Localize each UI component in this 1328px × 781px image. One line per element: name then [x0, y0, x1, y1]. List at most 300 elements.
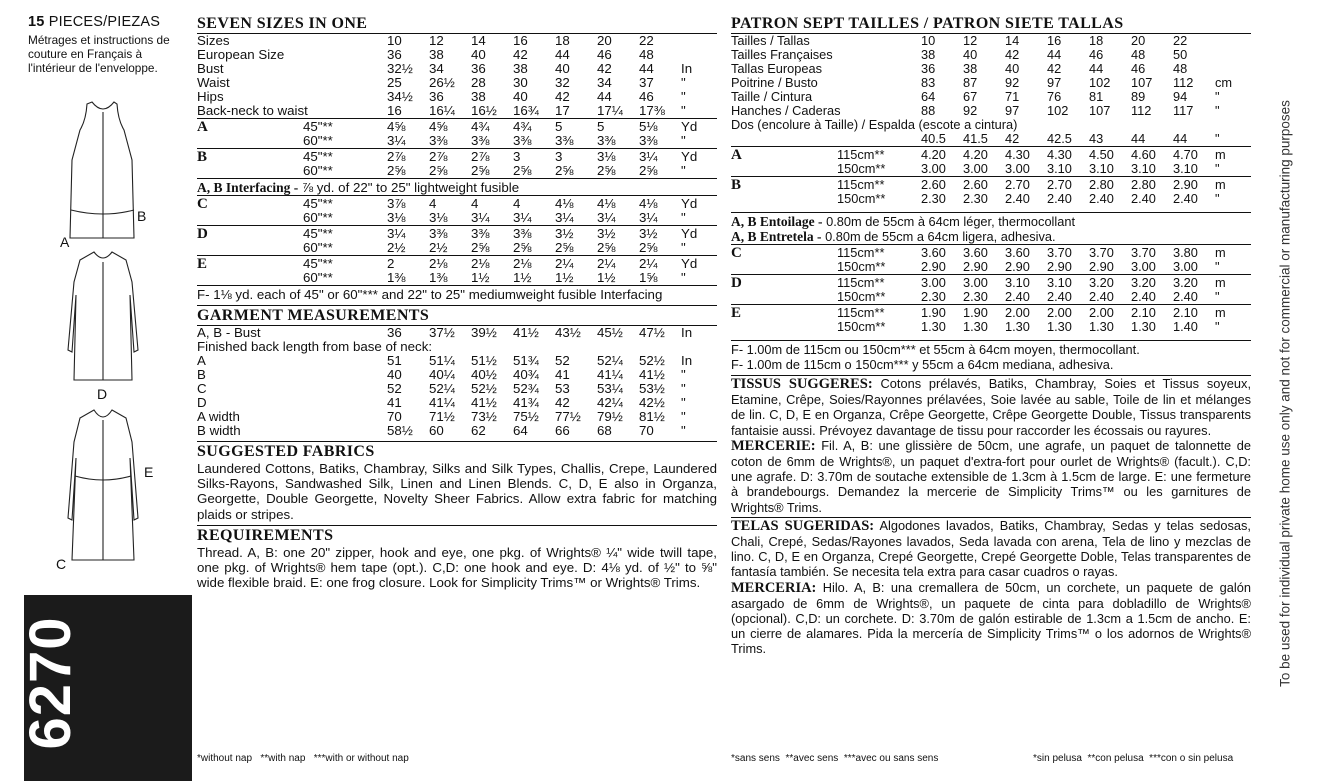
yardage-cell: 3⅜ — [513, 134, 532, 148]
view-letter — [731, 192, 837, 206]
yardage-group-a — [731, 146, 1251, 176]
yardage-cell: 2.40 — [1005, 290, 1030, 304]
yardage-cell: 3⅜ — [429, 227, 448, 241]
fabric-width: 60"** — [303, 211, 333, 225]
yardage-cell: 3⅞ — [387, 197, 406, 211]
table-row — [197, 76, 717, 90]
sizes-label: Sizes — [197, 34, 230, 48]
size-cell: 14 — [471, 34, 486, 48]
measure-label: Hanches / Caderas — [731, 104, 841, 118]
garment-cell: 41 — [387, 396, 402, 410]
garment-cell: 40½ — [471, 368, 497, 382]
measure-cell: 46 — [1131, 62, 1146, 76]
yardage-cell: 2⅝ — [471, 241, 490, 255]
yardage-cell: 3.20 — [1173, 276, 1198, 290]
yardage-cell: 4.20 — [963, 148, 988, 162]
unit-cell: " — [1215, 132, 1220, 146]
measure-cell: 42 — [597, 62, 612, 76]
yardage-group-d — [731, 274, 1251, 304]
garment-cell: 51 — [387, 354, 402, 368]
en-garment-measurements-table — [197, 326, 717, 438]
fabric-width: 150cm** — [837, 290, 886, 304]
garment-cell: 45½ — [597, 326, 623, 340]
dos-spacer — [731, 132, 921, 146]
fr-f-line-fr: F- 1.00m de 115cm ou 150cm*** et 55cm à 64cm moyen, thermocollant. — [731, 340, 1251, 357]
measure-cell: 26½ — [429, 76, 455, 90]
table-row — [731, 34, 1251, 48]
en-garment-title: GARMENT MEASUREMENTS — [197, 305, 717, 326]
measure-cell: 112 — [1173, 76, 1194, 90]
yardage-cell: 2.90 — [1047, 260, 1072, 274]
yardage-row — [197, 150, 717, 164]
yardage-cell: 1½ — [471, 271, 490, 285]
unit-cell: " — [681, 241, 686, 255]
size-cell: 12 — [963, 34, 978, 48]
fr-entoilage-line: A, B Entoilage - 0.80m de 55cm à 64cm léger, thermocollant — [731, 212, 1251, 229]
english-section — [197, 14, 717, 590]
measure-cell: 48 — [1131, 48, 1146, 62]
yardage-row — [731, 306, 1251, 320]
garment-label: D — [197, 396, 207, 410]
garment-cell: 40¾ — [513, 368, 539, 382]
yardage-cell: 4⅝ — [387, 120, 406, 134]
view-letter — [731, 320, 837, 334]
yardage-cell: 4.30 — [1047, 148, 1072, 162]
view-label-a: A — [60, 234, 70, 250]
yardage-cell: 2.90 — [1173, 178, 1198, 192]
fabric-width: 45"** — [303, 120, 333, 134]
measure-cell: 16¼ — [429, 104, 455, 118]
garment-cell: 41½ — [639, 368, 665, 382]
view-letter — [197, 211, 303, 225]
size-cell: 10 — [921, 34, 936, 48]
table-row — [197, 104, 717, 118]
garment-cell: 75½ — [513, 410, 539, 424]
measure-cell: 97 — [1005, 104, 1020, 118]
unit-cell: " — [681, 90, 686, 104]
yardage-cell: 3.10 — [1005, 276, 1030, 290]
measure-cell: 34 — [429, 62, 444, 76]
measure-cell: 87 — [963, 76, 978, 90]
finished-length-label: Finished back length from base of neck: — [197, 340, 433, 354]
yardage-cell: 2.40 — [1047, 192, 1072, 206]
garment-cell: 52½ — [471, 382, 497, 396]
table-row — [197, 424, 717, 438]
en-yardage-cde — [197, 195, 717, 285]
yardage-cell: 2⅛ — [471, 257, 490, 271]
measure-cell: 107 — [1131, 76, 1153, 90]
measure-label: Taille / Cintura — [731, 90, 813, 104]
yardage-cell: 3⅛ — [597, 150, 616, 164]
unit-cell — [681, 34, 717, 48]
measure-cell: 42 — [513, 48, 528, 62]
yardage-cell: 4.60 — [1131, 148, 1156, 162]
en-footnote: *without nap **with nap ***with or without nap — [197, 753, 409, 764]
yardage-cell: 3 — [513, 150, 521, 164]
unit-cell: " — [681, 424, 686, 438]
yardage-cell: 3.10 — [1047, 276, 1072, 290]
unit-cell: " — [681, 76, 686, 90]
yardage-cell: 2.90 — [921, 260, 946, 274]
yardage-cell: 1.30 — [1089, 320, 1114, 334]
garment-cell: 52 — [387, 382, 402, 396]
measure-cell: 46 — [639, 90, 654, 104]
fabric-width: 150cm** — [837, 320, 886, 334]
yardage-cell: 1.30 — [1005, 320, 1030, 334]
fr-body-measurements-table — [731, 34, 1251, 118]
yardage-row — [731, 162, 1251, 176]
yardage-group-d — [197, 225, 717, 255]
measure-cell: 48 — [639, 48, 654, 62]
yardage-cell: 2.40 — [1131, 192, 1156, 206]
en-requirements-text: Thread. A, B: one 20" zipper, hook and eye, one pkg. of Wrights® ¼" wide twill tape, one pkg. of Wrights® hem tape (opt.). C,D: one hook and eye. D: 4⅛ yd. of ½" to ⅝" wide flexible braid. E: one frog closure. Look for Simplicity Trims™ or Wrights® Trims. — [197, 544, 717, 591]
measure-cell: 44 — [597, 90, 612, 104]
yardage-cell: 3.10 — [1089, 162, 1114, 176]
garment-cell: 51¾ — [513, 354, 539, 368]
fr-footnote: *sans sens **avec sens ***avec ou sans sens — [731, 753, 939, 764]
view-letter — [197, 164, 303, 178]
yardage-row — [731, 276, 1251, 290]
yardage-cell: 3¼ — [597, 211, 616, 225]
french-spanish-section — [731, 14, 1251, 657]
view-label-c: C — [56, 556, 67, 572]
yardage-cell: 2⅛ — [429, 257, 448, 271]
view-letter: B — [197, 150, 208, 164]
yardage-cell: 2¼ — [555, 257, 574, 271]
yardage-cell: 3¼ — [555, 211, 574, 225]
unit-cell: " — [681, 368, 686, 382]
garment-cell: 39½ — [471, 326, 497, 340]
yardage-cell: 2¼ — [597, 257, 616, 271]
garment-cell: 52 — [555, 354, 570, 368]
usage-side-note: To be used for individual private home use only and not for commercial or manufacturing purposes — [1277, 100, 1293, 687]
fabric-width: 45"** — [303, 150, 333, 164]
measure-cell: 34 — [597, 76, 612, 90]
yardage-cell: 1.30 — [963, 320, 988, 334]
table-row — [731, 62, 1251, 76]
measure-cell: 25 — [387, 76, 402, 90]
garment-cell: 70 — [387, 410, 402, 424]
yardage-cell: 2.30 — [921, 192, 946, 206]
unit-cell: Yd — [681, 120, 698, 134]
measure-cell: 48 — [1173, 62, 1188, 76]
yardage-cell: 3½ — [597, 227, 616, 241]
fr-yardage-cde — [731, 244, 1251, 334]
yardage-row — [197, 227, 717, 241]
yardage-cell: 4.20 — [921, 148, 946, 162]
yardage-cell: 3¼ — [471, 211, 490, 225]
yardage-cell: 2.30 — [963, 290, 988, 304]
size-cell: 18 — [1089, 34, 1104, 48]
yardage-cell: 3.20 — [1131, 276, 1156, 290]
measure-cell: 38 — [429, 48, 444, 62]
fr-telas-para: TELAS SUGERIDAS: Algodones lavados, Batiks, Chambray, Sedas y telas sedosas, Chali, Crepé, Sedas/Rayones lavados, Seda lavada con arena, Tela de lino y mezclas de lino. C, D, E en Organza, Crepé Georgette, Crepé Georgette Doble, Telas transparentes de fantasía también. Se necesita tela extra para casar cuadros o rayas. — [731, 517, 1251, 580]
measure-label: Poitrine / Busto — [731, 76, 818, 90]
garment-cell: 40¼ — [429, 368, 455, 382]
yardage-cell: 2⅝ — [387, 164, 406, 178]
size-cell: 22 — [639, 34, 654, 48]
view-letter: E — [197, 257, 208, 271]
envelope-left-column — [0, 0, 192, 781]
measure-cell: 102 — [1089, 76, 1111, 90]
en-sizes-title: SEVEN SIZES IN ONE — [197, 14, 717, 34]
unit-cell: " — [681, 164, 686, 178]
measure-cell: 92 — [963, 104, 978, 118]
yardage-cell: 3¼ — [639, 150, 658, 164]
fabric-width: 60"** — [303, 164, 333, 178]
unit-cell: cm — [1215, 76, 1233, 90]
en-fabrics-text: Laundered Cottons, Batiks, Chambray, Silks and Silk Types, Challis, Crepe, Laundered Silks-Rayons, Sandwashed Silk, Linen and Linen Blends. C, D, E also in Organza, Georgette, Double Georgette, Novelty Sheer Fabrics. Allow extra fabric for matching plaids or stripes. — [197, 461, 717, 522]
garment-cell: 52½ — [639, 354, 665, 368]
yardage-cell: 3.10 — [1047, 162, 1072, 176]
fabric-width: 45"** — [303, 227, 333, 241]
garment-cell: 36 — [387, 326, 402, 340]
yardage-cell: 2⅝ — [639, 241, 658, 255]
yardage-cell: 3.00 — [963, 162, 988, 176]
unit-cell: m — [1215, 246, 1226, 260]
unit-cell: m — [1215, 148, 1226, 162]
yardage-cell: 3.00 — [921, 276, 946, 290]
table-row — [197, 354, 717, 368]
yardage-cell: 2.40 — [1131, 290, 1156, 304]
yardage-row — [197, 164, 717, 178]
unit-cell: " — [1215, 290, 1220, 304]
yardage-cell: 3.70 — [1131, 246, 1156, 260]
es-footnote: *sin pelusa **con pelusa ***con o sin pelusa — [1033, 753, 1234, 764]
unit-cell: " — [1215, 162, 1220, 176]
table-row — [197, 410, 717, 424]
measure-cell: 40 — [555, 62, 570, 76]
garment-cell: 64 — [513, 424, 528, 438]
garment-cell: 66 — [555, 424, 570, 438]
measure-cell: 16 — [387, 104, 402, 118]
yardage-row — [197, 211, 717, 225]
en-f-line: F- 1⅛ yd. each of 45" or 60"*** and 22" to 25" mediumweight fusible Interfacing — [197, 285, 717, 302]
yardage-cell: 2 — [387, 257, 395, 271]
unit-cell — [1215, 34, 1251, 48]
measure-cell: 40 — [963, 48, 978, 62]
yardage-cell: 3 — [555, 150, 563, 164]
measure-cell: 40 — [1005, 62, 1020, 76]
fr-sizes-title: PATRON SEPT TAILLES / PATRON SIETE TALLAS — [731, 14, 1251, 34]
fabric-width: 115cm** — [837, 178, 885, 192]
yardage-row — [731, 178, 1251, 192]
yardage-cell: 2⅝ — [597, 164, 616, 178]
measure-cell: 76 — [1047, 90, 1062, 104]
yardage-cell: 2.00 — [1047, 306, 1072, 320]
yardage-row — [197, 120, 717, 134]
measure-cell: 44 — [1047, 48, 1062, 62]
pattern-number: 6270 — [18, 616, 83, 750]
table-row — [731, 132, 1251, 146]
yardage-cell: 3.00 — [1005, 162, 1030, 176]
size-cell: 14 — [1005, 34, 1020, 48]
yardage-cell: 3¼ — [387, 227, 406, 241]
yardage-cell: 4.70 — [1173, 148, 1198, 162]
measure-label: Tallas Europeas — [731, 62, 823, 76]
measure-cell: 83 — [921, 76, 936, 90]
yardage-cell: 1⅜ — [429, 271, 448, 285]
measure-cell: 38 — [963, 62, 978, 76]
yardage-cell: 2.90 — [963, 260, 988, 274]
measure-cell: 107 — [1089, 104, 1111, 118]
table-row — [197, 62, 717, 76]
dos-cell: 44 — [1173, 132, 1188, 146]
measure-label: Hips — [197, 90, 224, 104]
view-letter: E — [731, 306, 742, 320]
yardage-group-a — [197, 118, 717, 148]
view-letter — [197, 271, 303, 285]
yardage-cell: 1⅝ — [639, 271, 658, 285]
yardage-cell: 2⅞ — [429, 150, 448, 164]
garment-cell: 41¼ — [597, 368, 623, 382]
measure-cell: 32 — [555, 76, 570, 90]
yardage-cell: 1½ — [597, 271, 616, 285]
garment-cell: 73½ — [471, 410, 497, 424]
table-row — [197, 326, 717, 340]
measure-cell: 36 — [429, 90, 444, 104]
size-cell: 20 — [1131, 34, 1146, 48]
measure-cell: 44 — [555, 48, 570, 62]
yardage-row — [731, 320, 1251, 334]
garment-cell: 79½ — [597, 410, 623, 424]
size-cell: 16 — [1047, 34, 1062, 48]
yardage-cell: 2.10 — [1173, 306, 1198, 320]
table-row — [197, 90, 717, 104]
yardage-cell: 2⅝ — [471, 164, 490, 178]
yardage-cell: 3.70 — [1047, 246, 1072, 260]
yardage-row — [731, 246, 1251, 260]
garment-cell: 41¼ — [429, 396, 455, 410]
yardage-cell: 1½ — [513, 271, 532, 285]
unit-cell: Yd — [681, 150, 698, 164]
yardage-cell: 2.00 — [1005, 306, 1030, 320]
yardage-cell: 2.40 — [1047, 290, 1072, 304]
fabric-width: 115cm** — [837, 246, 885, 260]
yardage-cell: 2.80 — [1089, 178, 1114, 192]
yardage-cell: 2.30 — [921, 290, 946, 304]
yardage-row — [197, 241, 717, 255]
size-cell: 20 — [597, 34, 612, 48]
garment-label: A width — [197, 410, 240, 424]
garment-bust-label: A, B - Bust — [197, 326, 261, 340]
yardage-cell: 2.40 — [1005, 192, 1030, 206]
yardage-cell: 4 — [471, 197, 479, 211]
unit-cell: In — [681, 326, 693, 340]
yardage-cell: 4¾ — [471, 120, 490, 134]
garment-cell: 42 — [555, 396, 570, 410]
unit-cell: " — [681, 271, 686, 285]
yardage-cell: 2¼ — [639, 257, 658, 271]
view-label-d: D — [97, 386, 108, 402]
measure-cell: 40 — [513, 90, 528, 104]
garment-cell: 77½ — [555, 410, 581, 424]
garment-cell: 51¼ — [429, 354, 455, 368]
yardage-row — [197, 197, 717, 211]
measure-cell: 44 — [1089, 62, 1104, 76]
view-letter: A — [197, 120, 208, 134]
yardage-cell: 2.70 — [1005, 178, 1030, 192]
table-row — [731, 90, 1251, 104]
measure-cell: 94 — [1173, 90, 1188, 104]
yardage-cell: 3.00 — [921, 162, 946, 176]
dos-cell: 44 — [1131, 132, 1146, 146]
yardage-cell: 4⅛ — [555, 197, 574, 211]
french-instructions-note: Métrages et instructions de couture en Français à l'intérieur de l'enveloppe. — [28, 33, 170, 75]
garment-cell: 42¼ — [597, 396, 623, 410]
table-row — [731, 76, 1251, 90]
view-letter: C — [731, 246, 742, 260]
yardage-row — [731, 260, 1251, 274]
unit-cell: " — [681, 211, 686, 225]
yardage-cell: 2.40 — [1089, 192, 1114, 206]
yardage-cell: 2⅝ — [639, 164, 658, 178]
measure-cell: 17¼ — [597, 104, 623, 118]
yardage-cell: 3⅜ — [429, 134, 448, 148]
yardage-cell: 5⅛ — [639, 120, 658, 134]
garment-cell: 81½ — [639, 410, 665, 424]
unit-cell: In — [681, 62, 693, 76]
view-letter — [731, 290, 837, 304]
yardage-cell: 3¼ — [513, 211, 532, 225]
unit-cell: " — [1215, 90, 1220, 104]
yardage-cell: 2.60 — [921, 178, 946, 192]
yardage-cell: 3⅜ — [639, 134, 658, 148]
dos-cell: 42.5 — [1047, 132, 1072, 146]
measure-cell: 32½ — [387, 62, 413, 76]
measure-cell: 42 — [555, 90, 570, 104]
yardage-cell: 3.60 — [921, 246, 946, 260]
yardage-cell: 4.50 — [1089, 148, 1114, 162]
yardage-cell: 5 — [555, 120, 563, 134]
yardage-cell: 2⅝ — [513, 164, 532, 178]
yardage-cell: 2.30 — [963, 192, 988, 206]
yardage-cell: 3⅜ — [597, 134, 616, 148]
yardage-cell: 3.10 — [1131, 162, 1156, 176]
measure-cell: 46 — [1089, 48, 1104, 62]
measure-cell: 16¾ — [513, 104, 539, 118]
garment-cell: 37½ — [429, 326, 455, 340]
dos-cell: 43 — [1089, 132, 1104, 146]
yardage-cell: 3⅜ — [513, 227, 532, 241]
pattern-number-box — [18, 595, 192, 781]
measure-cell: 36 — [921, 62, 936, 76]
table-row — [731, 48, 1251, 62]
en-fabrics-title: SUGGESTED FABRICS — [197, 441, 717, 461]
garment-cell: 70 — [639, 424, 654, 438]
measure-label: Tailles Françaises — [731, 48, 833, 62]
yardage-cell: 2⅝ — [597, 241, 616, 255]
yardage-group-e — [197, 255, 717, 285]
view-letter: A — [731, 148, 742, 162]
table-row — [197, 382, 717, 396]
yardage-cell: 2⅝ — [513, 241, 532, 255]
fabric-width: 60"** — [303, 241, 333, 255]
fabric-width: 150cm** — [837, 162, 886, 176]
yardage-cell: 2.90 — [1089, 260, 1114, 274]
yardage-cell: 4.30 — [1005, 148, 1030, 162]
yardage-cell: 1.40 — [1173, 320, 1198, 334]
garment-cell: 60 — [429, 424, 444, 438]
yardage-cell: 2⅛ — [513, 257, 532, 271]
yardage-cell: 3½ — [639, 227, 658, 241]
measure-cell: 112 — [1131, 104, 1152, 118]
view-label-e: E — [144, 464, 154, 480]
yardage-cell: 4¾ — [513, 120, 532, 134]
measure-cell: 50 — [1173, 48, 1188, 62]
garment-cell: 53 — [555, 382, 570, 396]
table-row — [731, 104, 1251, 118]
